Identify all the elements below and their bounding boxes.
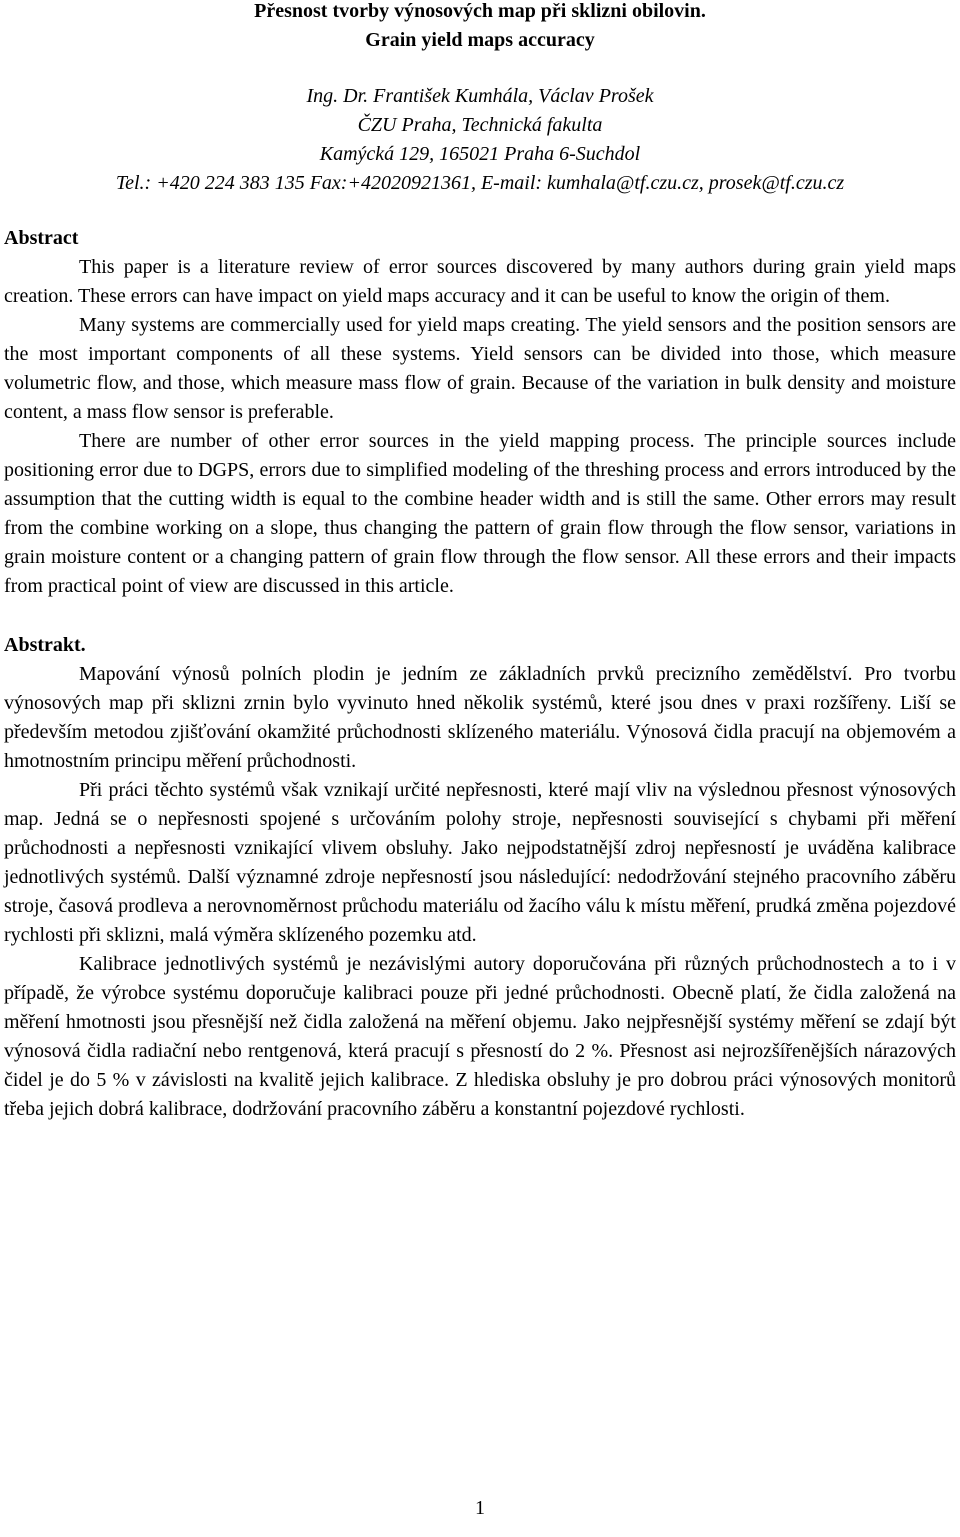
abstrakt-paragraph: Při práci těchto systémů však vznikají určité nepřesnosti, které mají vliv na výslednou přesnost výnosových map. Jedná se o nepřesnosti spojené s určováním polohy stroje, nepřesnosti související s chybami při měření průchodnosti a nepřesnosti vznikající vlivem obsluhy. Jako nejpodstatnější zdroj nepřesností je uváděna kalibrace jednotlivých systémů. Další významné zdroje nepřesností jsou následující: nedodržování stejného pracovního záběru stroje, časová prodleva a nerovnoměrnost průchodu materiálu od žacího válu k místu měření, prudká změna pojezdové rychlosti při sklizni, malá výměra sklízeného pozemku atd. (4, 779, 956, 946)
title-czech: Přesnost tvorby výnosových map při sklizni obilovin. (254, 0, 706, 22)
author-block (4, 82, 956, 198)
abstract-paragraph: Many systems are commercially used for yield maps creating. The yield sensors and the position sensors are the most important components of all these systems. Yield sensors can be divided into those, which measure volumetric flow, and those, which measure mass flow of grain. Because of the variation in bulk density and moisture content, a mass flow sensor is preferable. (4, 314, 956, 423)
page-number: 1 (475, 1497, 485, 1519)
author-institution: ČZU Praha, Technická fakulta (357, 114, 603, 136)
author-names: Ing. Dr. František Kumhála, Václav Prošek (306, 85, 654, 107)
author-contact: Tel.: +420 224 383 135 Fax:+42020921361, E-mail: kumhala@tf.czu.cz, prosek@tf.czu.cz (115, 172, 845, 194)
abstrakt-paragraph: Mapování výnosů polních plodin je jedním ze základních prvků precizního zemědělství. Pro tvorbu výnosových map při sklizni zrnin bylo vyvinuto hned několik systémů, které jsou dnes v praxi rozšířeny. Liší se především metodou zjišťování okamžité průchodnosti sklízeného materiálu. Výnosová čidla pracují na objemovém a hmotnostním principu měření průchodnosti. (4, 663, 956, 772)
abstract-heading: Abstract (4, 227, 79, 249)
abstrakt-heading: Abstrakt. (4, 634, 86, 656)
abstract-paragraph: There are number of other error sources in the yield mapping process. The principle sources include positioning error due to DGPS, errors due to simplified modeling of the threshing process and errors introduced by the assumption that the cutting width is equal to the combine header width and is still the same. Other errors may result from the combine working on a slope, thus changing the pattern of grain flow through the flow sensor, variations in grain moisture content or a changing pattern of grain flow through the flow sensor. All these errors and their impacts from practical point of view are discussed in this article. (4, 430, 956, 597)
abstract-paragraph: This paper is a literature review of error sources discovered by many authors during grain yield maps creation. These errors can have impact on yield maps accuracy and it can be useful to know the origin of them. (4, 256, 956, 307)
author-address: Kamýcká 129, 165021 Praha 6-Suchdol (319, 143, 641, 165)
abstrakt-paragraph: Kalibrace jednotlivých systémů je nezávislými autory doporučována při různých průchodnostech a to i v případě, že výrobce systému doporučuje kalibraci pouze při jedné průchodnosti. Obecně platí, že čidla založená na měření hmotnosti jsou přesnější než čidla založená na měření objemu. Jako nejpřesnější systémy měření se zdají být výnosová čidla radiační nebo rentgenová, která pracují s přesností do 2 %. Přesnost asi nejrozšířenějších nárazových čidel je do 5 % v závislosti na kvalitě jejich kalibrace. Z hlediska obsluhy je pro dobrou práci výnosových monitorů třeba jejich dobrá kalibrace, dodržování pracovního záběru a konstantní pojezdové rychlosti. (4, 953, 956, 1120)
title-english: Grain yield maps accuracy (365, 29, 595, 51)
